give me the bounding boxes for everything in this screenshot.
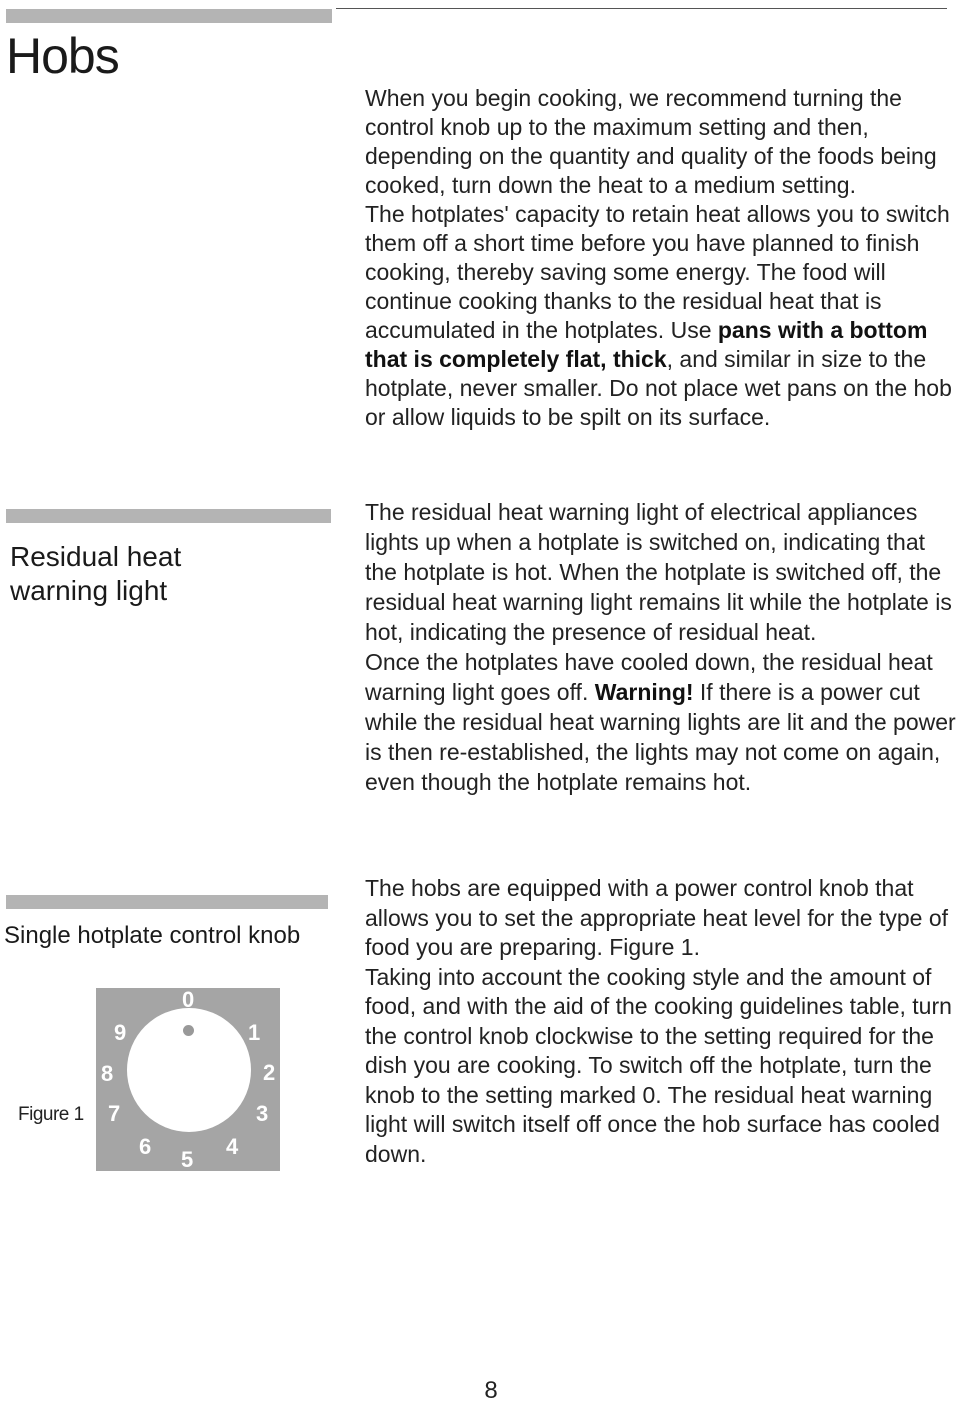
bold-text-run: pans with a bottom that is completely flat, thick xyxy=(365,317,928,372)
control-knob-text xyxy=(365,874,960,1169)
knob-setting-4: 4 xyxy=(226,1134,239,1159)
text-run: Once the hotplates have cooled down, the residual heat warning light goes off. xyxy=(365,649,933,705)
knob-setting-9: 9 xyxy=(114,1020,127,1045)
knob-indicator-dot xyxy=(183,1025,194,1036)
warning-label: Warning! xyxy=(594,679,694,705)
knob-setting-5: 5 xyxy=(181,1147,194,1172)
page-number: 8 xyxy=(484,1377,498,1404)
control-knob-figure xyxy=(96,988,280,1171)
knob-setting-7: 7 xyxy=(108,1101,121,1126)
residual-heat-section-title xyxy=(10,540,340,608)
section-bar-residual-heat xyxy=(6,509,331,523)
hobs-intro-paragraph-1: When you begin cooking, we recommend turning the control knob up to the maximum setting and then, depending on the quantity and quality of the foods being cooked, turn down the heat to a medium setting. xyxy=(365,85,937,198)
control-knob-paragraph-2: Taking into account the cooking style and the amount of food, and with the aid of the cooking guidelines table, turn the control knob clockwise to the setting required for the dish you are cooking. To switch off the hotplate, turn the knob to the setting marked 0. The residual heat warning light will switch itself off once the hob surface has cooled down. xyxy=(365,963,952,1167)
text-run: The hotplates' capacity to retain heat allows you to switch them off a short time before you have planned to finish cooking, thereby saving some energy. The food will continue cooking thanks to the residual heat that is accumulated in the hotplates. Use xyxy=(365,201,950,343)
residual-heat-text xyxy=(365,497,960,797)
page-title: Hobs xyxy=(6,28,119,84)
knob-setting-3: 3 xyxy=(256,1101,269,1126)
header-rule xyxy=(336,8,947,9)
knob-setting-8: 8 xyxy=(101,1061,114,1086)
figure-label: Figure 1 xyxy=(18,1104,84,1125)
hobs-intro-paragraph-2 xyxy=(365,200,960,432)
control-knob-section-title: Single hotplate control knob xyxy=(4,922,301,949)
knob-setting-1: 1 xyxy=(248,1020,261,1045)
knob-setting-0: 0 xyxy=(182,987,195,1012)
text-run: If there is a power cut while the residual heat warning lights are lit and the power is then re-established, the lights may not come on again, even though the hotplate remains hot. xyxy=(365,679,956,795)
knob-setting-2: 2 xyxy=(263,1060,276,1085)
knob-setting-6: 6 xyxy=(139,1134,152,1159)
residual-heat-paragraph-1: The residual heat warning light of electrical appliances lights up when a hotplate is switched on, indicating that the hotplate is hot. When the hotplate is switched off, the residual heat warning light remains lit while the hotplate is hot, indicating the presence of residual heat. xyxy=(365,499,952,645)
hobs-intro-text xyxy=(365,84,960,432)
control-knob-paragraph-1: The hobs are equipped with a power control knob that allows you to set the appropriate heat level for the type of food you are preparing. Figure 1. xyxy=(365,875,949,960)
residual-heat-paragraph-2 xyxy=(365,647,960,797)
header-bar xyxy=(6,9,332,23)
title-line: Residual heat xyxy=(10,541,182,572)
title-line: warning light xyxy=(10,575,168,606)
section-bar-control-knob xyxy=(6,895,328,909)
text-run: , and similar in size to the hotplate, never smaller. Do not place wet pans on the hob or allow liquids to be spilt on its surface. xyxy=(365,346,952,430)
